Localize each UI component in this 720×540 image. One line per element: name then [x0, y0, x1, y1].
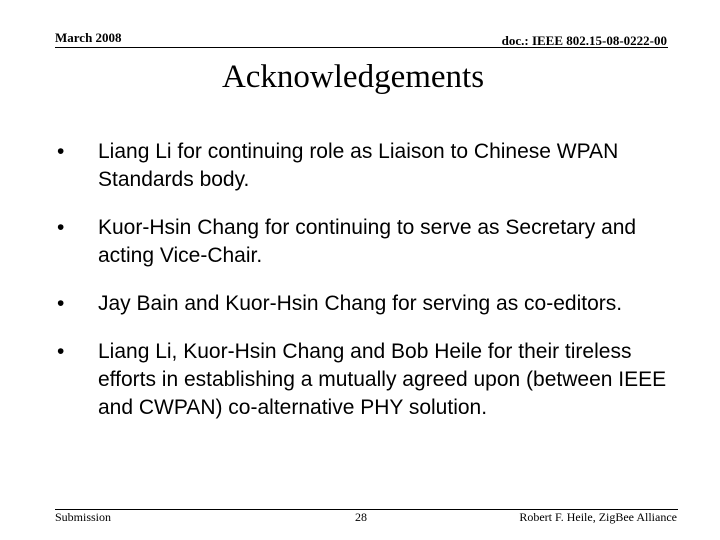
header-doc-id: doc.: IEEE 802.15-08-0222-00	[501, 33, 667, 48]
footer-submission: Submission	[55, 510, 112, 524]
bullet-item	[55, 138, 685, 194]
footer-author: Robert F. Heile, ZigBee Alliance	[519, 510, 677, 524]
bullet-item	[55, 290, 685, 318]
header-date: March 2008	[55, 30, 122, 45]
bullet-text: Liang Li for continuing role as Liaison to Chinese WPAN Standards body.	[98, 140, 619, 191]
bullet-dot-icon: •	[57, 340, 65, 363]
bullet-text: Kuor-Hsin Chang for continuing to serve as Secretary and acting Vice-Chair.	[98, 216, 637, 267]
bullet-dot-icon: •	[57, 140, 65, 163]
bullet-item	[55, 214, 685, 270]
bullet-item	[55, 338, 685, 422]
bullet-dot-icon: •	[57, 292, 65, 315]
bullet-list	[55, 138, 685, 442]
bullet-text: Liang Li, Kuor-Hsin Chang and Bob Heile for their tireless efforts in establishing a mutually agreed upon (between IEEE and CWPAN) co-alternative PHY solution.	[98, 340, 667, 419]
bullet-text: Jay Bain and Kuor-Hsin Chang for serving as co-editors.	[98, 292, 623, 315]
footer-page-number: 28	[355, 510, 367, 524]
header-divider	[55, 47, 668, 48]
slide-title: Acknowledgements	[221, 59, 485, 95]
bullet-dot-icon: •	[57, 216, 65, 239]
